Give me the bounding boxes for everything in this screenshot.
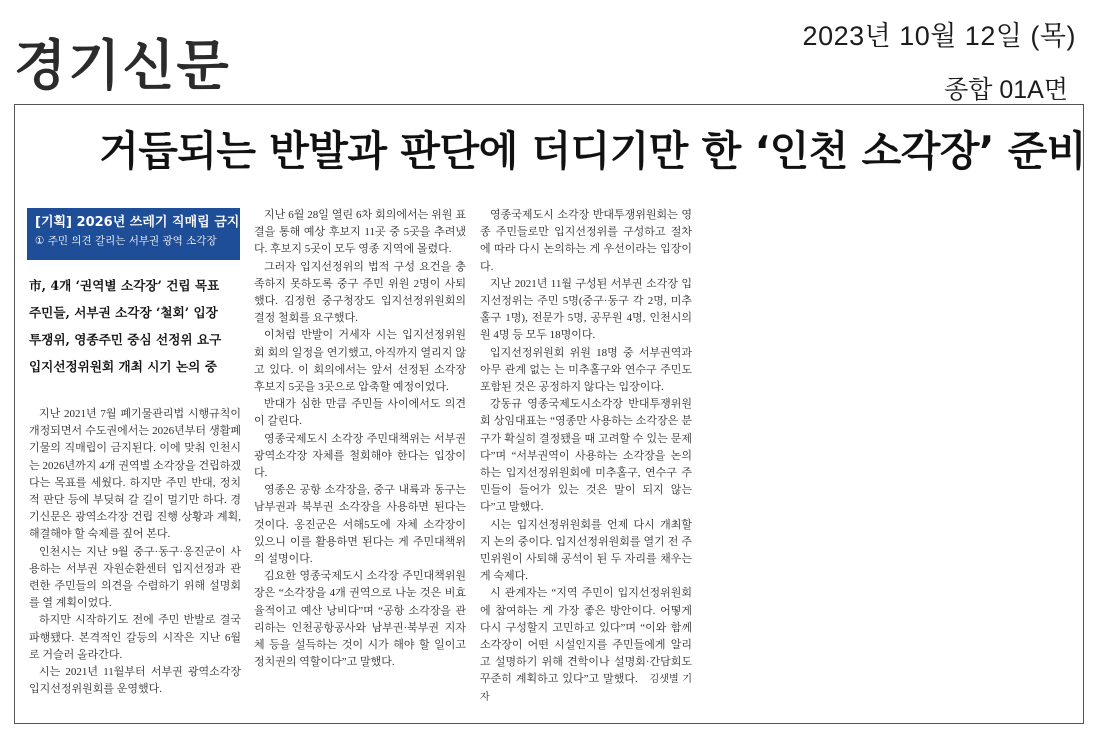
subheadings: [29, 272, 244, 380]
paragraph: 강동규 영종국제도시소각장 반대투쟁위원회 상임대표는 “영종만 사용하는 소각장은 분구가 확실히 결정됐을 때 고려할 수 있는 문제다”며 “서부권역이 사용하는 소각장을 논의하는 입지선정위원회에 미추홀구, 연수구 주민들이 들어가 있는 것은 말이 되지 않는다”고 말했다.: [480, 398, 692, 514]
series-kicker-box: [27, 208, 240, 260]
paragraph: 시는 2021년 11월부터 서부권 광역소각장 입지선정위원회를 운영했다.: [29, 666, 241, 696]
paragraph: 입지선정위원회 위원 18명 중 서부권역과 아무 관계 없는 는 미추홀구와 연수구 주민도 포함된 것은 공정하지 않다는 입장이다.: [480, 346, 692, 394]
kicker-subtitle: ① 주민 의견 갈리는 서부권 광역 소각장: [35, 235, 217, 247]
subheading: 주민들, 서부권 소각장 ‘철회’ 입장: [29, 305, 218, 320]
subheading: 투쟁위, 영종주민 중심 선정위 요구: [29, 332, 222, 347]
article-column-1: [29, 406, 241, 698]
newspaper-masthead: 경기신문: [14, 34, 231, 97]
article-column-2: [254, 207, 466, 671]
paragraph: 인천시는 지난 9월 중구·동구·옹진군이 사용하는 서부권 자원순환센터 입지선정과 관련한 주민들의 의견을 수렴하기 위해 설명회를 열 계획이었다.: [29, 545, 241, 610]
subheading: 입지선정위원회 개최 시기 논의 중: [29, 359, 217, 374]
subheading: 市, 4개 ‘권역별 소각장’ 건립 목표: [29, 278, 220, 293]
paragraph: 영종은 공항 소각장을, 중구 내륙과 동구는 남부권과 북부권 소각장을 사용하면 된다는 것이다. 옹진군은 서해5도에 자체 소각장이 있으니 이를 활용하면 된다는 게 주민대책위의 설명이다.: [254, 484, 466, 566]
paragraph: 반대가 심한 만큼 주민들 사이에서도 의견이 갈린다.: [254, 398, 466, 428]
paragraph: 영종국제도시 소각장 반대투쟁위원회는 영종 주민들로만 입지선정위를 구성하고 절차에 따라 다시 논의하는 게 우선이라는 입장이다.: [480, 209, 692, 273]
paragraph: 영종국제도시 소각장 주민대책위는 서부권 광역소각장 자체를 철회해야 한다는 입장이다.: [254, 432, 466, 480]
paragraph: 지난 6월 28일 열린 6차 회의에서는 위원 표결을 통해 예상 후보지 11곳 중 5곳을 추려냈다. 후보지 5곳이 모두 영종 지역에 몰렸다.: [254, 209, 466, 256]
reporter-byline: 김샛별 기자: [480, 674, 693, 703]
kicker-title: [기획] 2026년 쓰레기 직매립 금지: [35, 215, 240, 230]
paragraph: 김요한 영종국제도시 소각장 주민대책위원장은 “소각장을 4개 권역으로 나눈 것은 비효율적이고 예산 낭비다”며 “공항 소각장을 관리하는 인천공항공사와 남부권·북부권 지자체 등을 설득하는 것이 시가 해야 할 일이고 정치권의 역할이다”고 말했다.: [254, 570, 466, 669]
article-headline: 거듭되는 반발과 판단에 더디기만 한 ‘인천 소각장’ 준비: [99, 127, 1086, 175]
paragraph: 이처럼 반발이 거세자 시는 입지선정위원회 회의 일정을 연기했고, 아직까지 열리지 않고 있다. 이 회의에서는 앞서 선정된 소각장 후보지 5곳을 3곳으로 압축할 예정이었다.: [254, 329, 466, 394]
paragraph: [480, 585, 692, 705]
paragraph: 그러자 입지선정위의 법적 구성 요건을 충족하지 못하도록 중구 주민 위원 2명이 사퇴했다. 김정헌 중구청장도 입지선정위원회의 결정 철회를 요구했다.: [254, 260, 466, 325]
paragraph: 시는 입지선정위원회를 언제 다시 개최할지 논의 중이다. 입지선정위원회를 열기 전 주민위원이 사퇴해 공석이 된 두 자리를 채우는 게 숙제다.: [480, 518, 692, 583]
paragraph-text: 시 관계자는 “지역 주민이 입지선정위원회에 참여하는 게 가장 좋은 방안이다. 어떻게 다시 구성할지 고민하고 있다”며 “이와 함께 소각장이 어떤 시설인지를 주민들에게 알리고 설명하기 위해 견학이나 설명회·간담회도 꾸준히 계획하고 있다”고 말했다.: [480, 587, 692, 686]
publication-date: 2023년 10월 12일 (목): [802, 21, 1076, 51]
paragraph: 지난 2021년 11월 구성된 서부권 소각장 입지선정위는 주민 5명(중구·동구 각 2명, 미추홀구 1명), 전문가 5명, 공무원 4명, 인천시의원 4명 등 모두 18명이다.: [480, 277, 692, 342]
paragraph: 하지만 시작하기도 전에 주민 반발로 결국 파행됐다. 본격적인 갈등의 시작은 지난 6월로 거슬러 올라간다.: [29, 614, 241, 661]
page-section-label: 종합 01A면: [944, 76, 1068, 104]
article-column-3: [480, 207, 692, 706]
paragraph: 지난 2021년 7월 폐기물관리법 시행규칙이 개정되면서 수도권에서는 2026년부터 생활폐기물의 직매립이 금지된다. 이에 맞춰 인천시는 2026년까지 4개 권역별 소각장을 건립하겠다는 목표를 세웠다. 하지만 주민 반대, 정치적 판단 등에 부딪혀 갈 길이 멀기만 하다. 경기신문은 광역소각장 건립 진행 상황과 계획, 해결해야 할 숙제를 짚어 본다.: [29, 408, 241, 541]
